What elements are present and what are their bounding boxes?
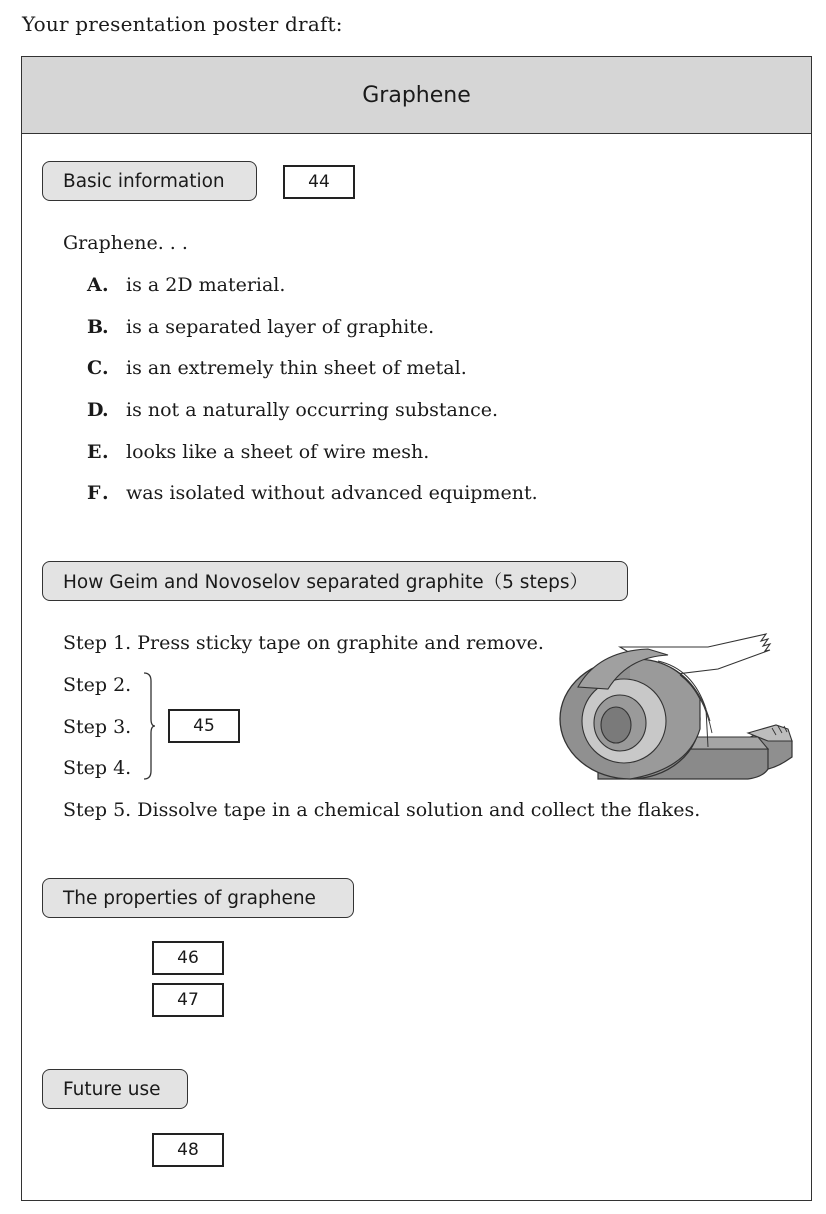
poster (21, 56, 812, 1201)
option-letter: B (87, 316, 104, 338)
option-dot: . (102, 316, 109, 338)
option-dot: . (102, 274, 109, 296)
properties-heading: The properties of graphene (42, 878, 354, 918)
option-dot: . (102, 357, 109, 379)
answer-box-44[interactable]: 44 (283, 165, 355, 199)
step-5: Step 5. Dissolve tape in a chemical solution and collect the flakes. (63, 799, 701, 821)
option-letter: C (87, 357, 103, 379)
option-letter: F (87, 482, 101, 504)
step-3: Step 3. (63, 716, 132, 738)
step-2: Step 2. (63, 674, 132, 696)
steps-heading: How Geim and Novoselov separated graphite（5 steps） (42, 561, 628, 601)
brace-icon (140, 671, 160, 781)
graphene-lead: Graphene. . . (63, 232, 188, 254)
answer-box-48[interactable]: 48 (152, 1133, 224, 1167)
option-letter: D (87, 399, 104, 421)
option-text: is an extremely thin sheet of metal. (126, 357, 467, 379)
tape-dispenser-icon (558, 629, 798, 781)
answer-box-46[interactable]: 46 (152, 941, 224, 975)
option-dot: . (102, 482, 109, 504)
step-1: Step 1. Press sticky tape on graphite and remove. (63, 632, 544, 654)
option-text: was isolated without advanced equipment. (126, 482, 538, 504)
answer-box-45[interactable]: 45 (168, 709, 240, 743)
answer-box-47[interactable]: 47 (152, 983, 224, 1017)
option-text: is not a naturally occurring substance. (126, 399, 499, 421)
poster-title: Graphene (22, 57, 811, 134)
option-text: is a separated layer of graphite. (126, 316, 435, 338)
option-text: is a 2D material. (126, 274, 286, 296)
option-letter: E (87, 441, 102, 463)
step-4: Step 4. (63, 757, 132, 779)
option-dot: . (102, 441, 109, 463)
intro-text: Your presentation poster draft: (22, 12, 343, 36)
basic-information-heading: Basic information (42, 161, 257, 201)
future-use-heading: Future use (42, 1069, 188, 1109)
option-letter: A (87, 274, 102, 296)
option-text: looks like a sheet of wire mesh. (126, 441, 430, 463)
option-dot: . (102, 399, 109, 421)
